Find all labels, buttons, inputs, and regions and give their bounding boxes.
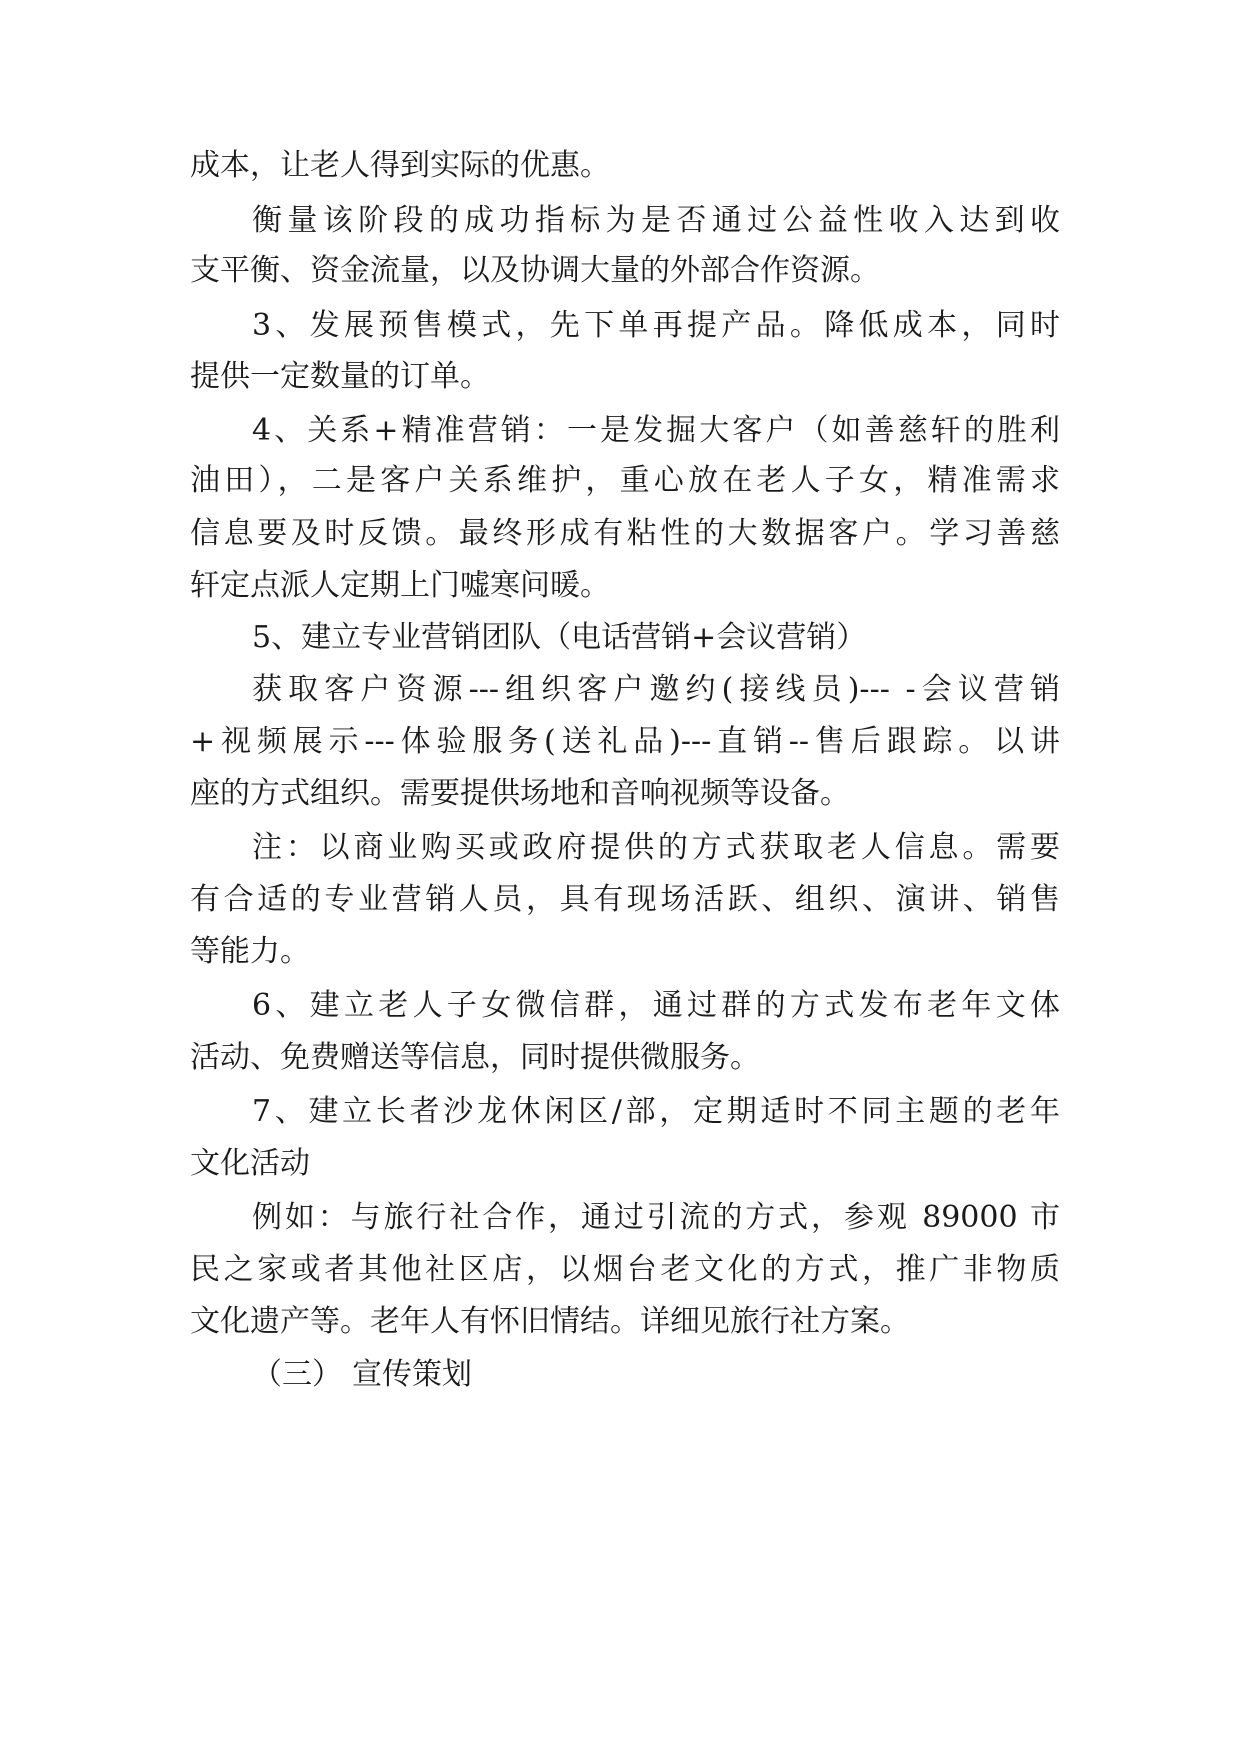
text-line: 座的方式组织。需要提供场地和音响视频等设备。 <box>190 776 850 811</box>
text-line: 文化遗产等。老年人有怀旧情结。详细见旅行社方案。 <box>190 1304 910 1339</box>
text-line: 3、发展预售模式，先下单再提产品。降低成本，同时 <box>252 308 1060 343</box>
text-line: 油田），二是客户关系维护，重心放在老人子女，精准需求 <box>190 463 1060 498</box>
text-line: 文化活动 <box>190 1146 310 1181</box>
text-line: +视频展示---体验服务(送礼品)---直销--售后跟踪。以讲 <box>190 724 1060 759</box>
text-line: 信息要及时反馈。最终形成有粘性的大数据客户。学习善慈 <box>190 516 1060 551</box>
text-line: 有合适的专业营销人员，具有现场活跃、组织、演讲、销售 <box>190 882 1060 917</box>
text-line: 4、关系+精准营销：一是发掘大客户（如善慈轩的胜利 <box>252 413 1060 448</box>
text-line: 6、建立老人子女微信群，通过群的方式发布老年文体 <box>252 988 1060 1023</box>
text-line: 注：以商业购买或政府提供的方式获取老人信息。需要 <box>252 830 1060 865</box>
text-line: 成本，让老人得到实际的优惠。 <box>190 148 610 183</box>
text-line: 民之家或者其他社区店，以烟台老文化的方式，推广非物质 <box>190 1252 1060 1287</box>
text-line: 5、建立专业营销团队（电话营销+会议营销） <box>252 620 867 655</box>
text-line: 活动、免费赠送等信息，同时提供微服务。 <box>190 1040 760 1075</box>
section-heading <box>252 1355 472 1395</box>
text-line: 轩定点派人定期上门嘘寒问暖。 <box>190 568 610 603</box>
text-line: 获取客户资源---组织客户邀约(接线员)--- -会议营销 <box>252 672 1060 707</box>
text-line: 等能力。 <box>190 934 310 969</box>
section-number: （三） <box>252 1357 342 1392</box>
text-line: 例如：与旅行社合作，通过引流的方式，参观 89000 市 <box>252 1200 1060 1235</box>
text-line: 7、建立长者沙龙休闲区/部，定期适时不同主题的老年 <box>252 1094 1060 1129</box>
section-title: 宣传策划 <box>352 1357 472 1392</box>
text-line: 提供一定数量的订单。 <box>190 359 490 394</box>
text-line: 支平衡、资金流量，以及协调大量的外部合作资源。 <box>190 253 880 288</box>
text-line: 衡量该阶段的成功指标为是否通过公益性收入达到收 <box>252 203 1060 238</box>
